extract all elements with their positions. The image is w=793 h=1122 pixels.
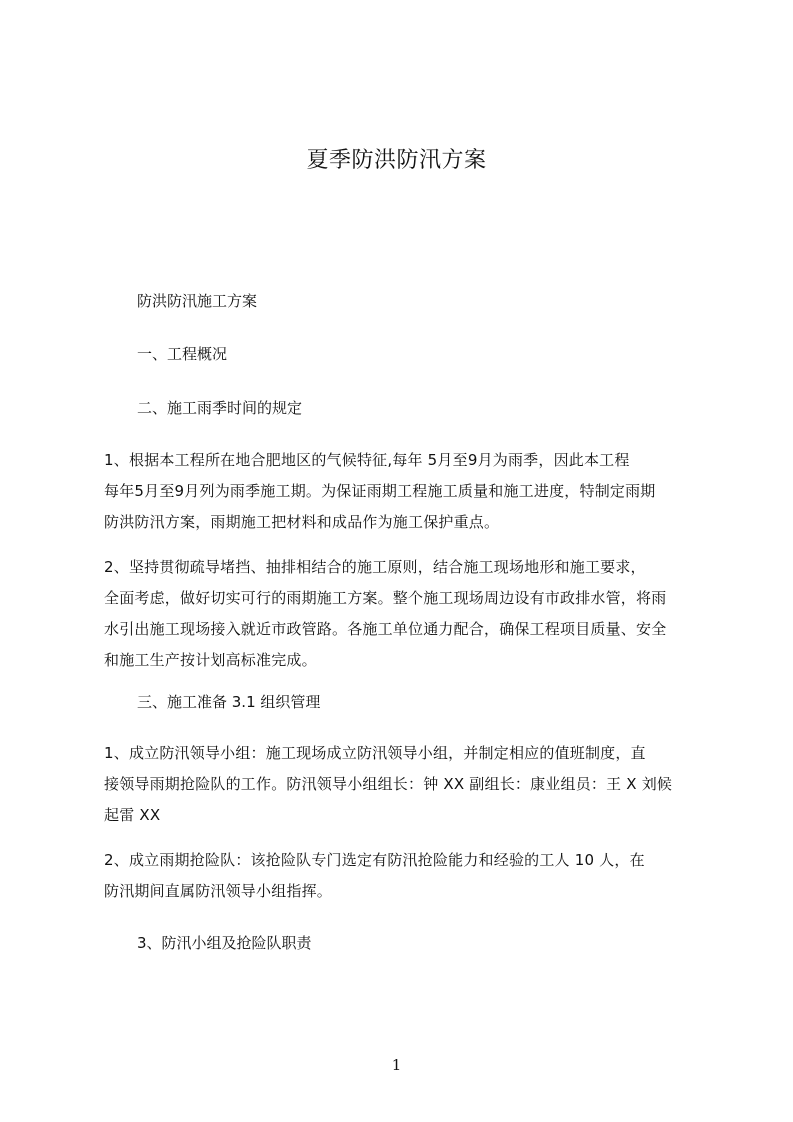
section-heading-overview: 一、工程概况 (137, 345, 228, 363)
paragraph-construction-principle (104, 552, 708, 676)
section-heading-rainy-season: 二、施工雨季时间的规定 (137, 399, 303, 417)
paragraph-line: 全面考虑，做好切实可行的雨期施工方案。整个施工现场周边设有市政排水管，将雨 (104, 589, 667, 607)
paragraph-line: 接领导雨期抢险队的工作。防汛领导小组组长：钟 XX 副组长：康业组员：王 X 刘候 (104, 775, 673, 793)
paragraph-line: 2、坚持贯彻疏导堵挡、抽排相结合的施工原则，结合施工现场地形和施工要求， (104, 558, 646, 576)
paragraph-line: 1、成立防汛领导小组：施工现场成立防汛领导小组，并制定相应的值班制度，直 (104, 744, 646, 762)
document-subtitle: 防洪防汛施工方案 (137, 292, 258, 310)
paragraph-rescue-team (104, 845, 708, 907)
page-number: 1 (391, 1056, 402, 1074)
paragraph-line: 2、成立雨期抢险队：该抢险队专门选定有防汛抢险能力和经验的工人 10 人，在 (104, 851, 645, 869)
paragraph-line: 水引出施工现场接入就近市政管路。各施工单位通力配合，确保工程项目质量、安全 (104, 620, 667, 638)
paragraph-line: 和施工生产按计划高标准完成。 (104, 651, 317, 669)
paragraph-line: 防汛期间直属防汛领导小组指挥。 (104, 882, 333, 900)
paragraph-line: 每年5月至9月列为雨季施工期。为保证雨期工程施工质量和施工进度，特制定雨期 (104, 482, 656, 500)
paragraph-line: 起雷 XX (104, 806, 161, 824)
paragraph-line: 1、根据本工程所在地合肥地区的气候特征,每年 5月至9月为雨季，因此本工程 (104, 451, 630, 469)
item-heading-responsibilities: 3、防汛小组及抢险队职责 (137, 934, 312, 952)
paragraph-flood-leadership-group (104, 738, 708, 831)
paragraph-line: 防洪防汛方案，雨期施工把材料和成品作为施工保护重点。 (104, 513, 500, 531)
document-title: 夏季防洪防汛方案 (306, 148, 487, 173)
paragraph-rainy-season-period (104, 445, 708, 538)
section-heading-preparation: 三、施工准备 3.1 组织管理 (137, 693, 321, 711)
